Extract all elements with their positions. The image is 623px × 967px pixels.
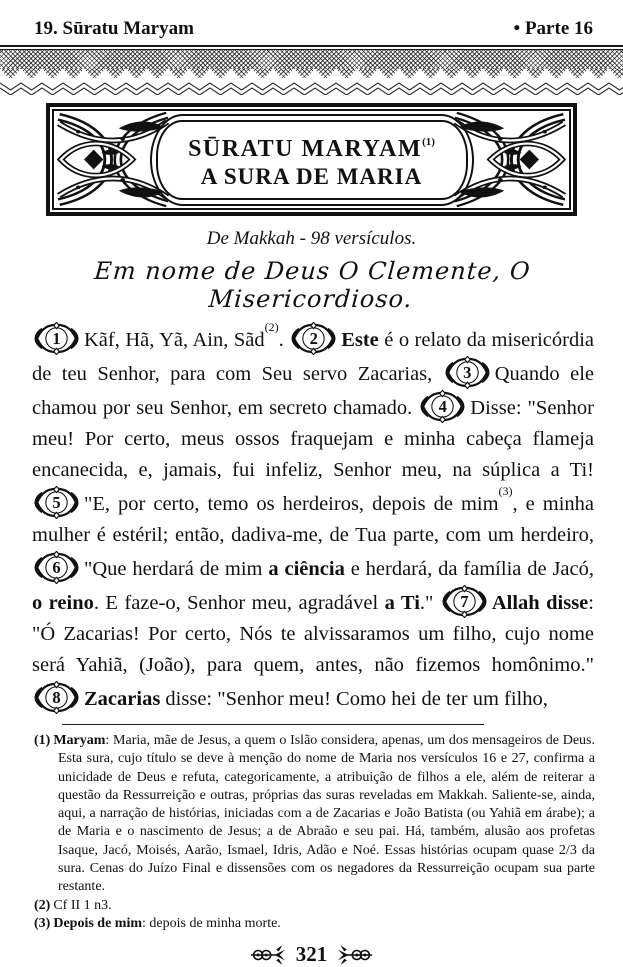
page-footer [0, 942, 623, 967]
verse-number-medallion [445, 356, 490, 387]
speckled-band [0, 50, 623, 69]
header-part-number: • Parte 16 [513, 18, 593, 39]
footnotes [34, 732, 595, 933]
verse-number: 2 [309, 328, 318, 348]
verse-number: 7 [460, 591, 469, 611]
verse-number-medallion [34, 322, 79, 353]
verse-number-medallion [442, 585, 487, 616]
footnote-marker: (2) [34, 897, 51, 913]
sura-title-text: SŪRATU MARYAM [188, 135, 423, 162]
footnote-marker: (1) [34, 733, 51, 748]
footnote-item: (1) Maryam: Maria, mãe de Jesus, a quem o Islão considera, apenas, um dos mensageiros de Deus. Esta sura, cujo título se deve à menção do nome de Maria nos versículos 16 e 27, confirma a unicidade de Deus e refuta, categoricamente, a atribuição de filhos a ele, além de reiterar a questão da Ressurreição e outras, próprias das suras reveladas em Makkah. Saliente-se, ainda, aqui, a narração de histórias, iniciadas com a de Zacarias e João Batista (ou Yahiã em árabe); a de Maria e o nascimento de Jesus; a de Abraão e seu pai. Há, também, alusão aos profetas Isaque, Jacó, Moisés, Aarão, Ismael, Idris, Adão e Noé. Essas histórias ocupam quase 2/3 da sura. Cenas do Juízo Final e dissensões com os negadores da Ressurreição ocupam sua parte restante. [34, 733, 595, 895]
page-number: 321 [295, 942, 328, 967]
header-chapter-title: 19. Sūratu Maryam [34, 18, 194, 39]
footnote-item: (3) Depois de mim: depois de minha morte. [34, 915, 281, 931]
sura-title-portuguese: A SURA DE MARIA [200, 163, 423, 189]
right-knot-ornament-icon [452, 112, 568, 207]
verse-number-medallion [34, 551, 79, 582]
title-frame [46, 103, 577, 216]
left-knot-ornament-icon [55, 112, 171, 207]
verse-number: 1 [52, 328, 61, 348]
verse-number-medallion [291, 322, 336, 353]
zigzag-lines-icon [0, 80, 623, 95]
verse-number: 4 [438, 396, 447, 416]
page-header [34, 18, 593, 40]
left-fleuron-icon [250, 945, 286, 965]
verse-number: 8 [52, 687, 61, 707]
basmala-line: Em nome de Deus O Clemente, O Misericordioso. [93, 257, 532, 313]
title-panel [156, 120, 468, 200]
ornamental-border [0, 50, 623, 95]
sura-title-transliterated [188, 130, 435, 163]
verse-number: 6 [52, 557, 61, 577]
title-footnote-ref: (1) [422, 135, 435, 148]
footnote-item: (2) Cf II 1 n3. [34, 897, 112, 913]
footnote-separator [62, 724, 484, 725]
verses-paragraph: 1 Kãf, Hã, Yã, Ain, Sãd$^{(2)}$. 2 Este é o relato da misericórdia de teu Senhor, para com Seu servo Zacarias, 3 Quando ele chamou por seu Senhor, em secreto chamado. 4 Disse: "Senhor meu! Por certo, meus ossos fraquejam e minha cabeça flameja encanecida, e, jamais, fui infeliz, Senhor meu, na súplica a Ti! 5 "E, por certo, temo os herdeiros, depois de mim$^{(3)}$, e minha mulher é estéril; então, dadiva-me, de Tua parte, com um herdeiro, 6 "Que herdará de mim a ciência e herdará, da família de Jacó, o reino. E faze-o, Senhor meu, agradável a Ti." 7 Allah disse: "Ó Zacarias! Por certo, Nós te alvissaramos um filho, cujo nome será Yahiã, (João), para quem, antes, não fizemos homônimo." 8 Zacarias disse: "Senhor meu! Como hei de ter um filho, [32, 322, 594, 715]
right-fleuron-icon [337, 945, 373, 965]
band-teeth [0, 69, 623, 80]
verse-number: 5 [52, 492, 61, 512]
revelation-info: De Makkah - 98 versículos. [206, 228, 417, 249]
book-page [0, 18, 623, 967]
verse-number: 3 [463, 362, 472, 382]
verse-number-medallion [34, 486, 79, 517]
verse-number-medallion [420, 390, 465, 421]
footnote-marker: (3) [34, 915, 51, 931]
verse-number-medallion [34, 681, 79, 712]
